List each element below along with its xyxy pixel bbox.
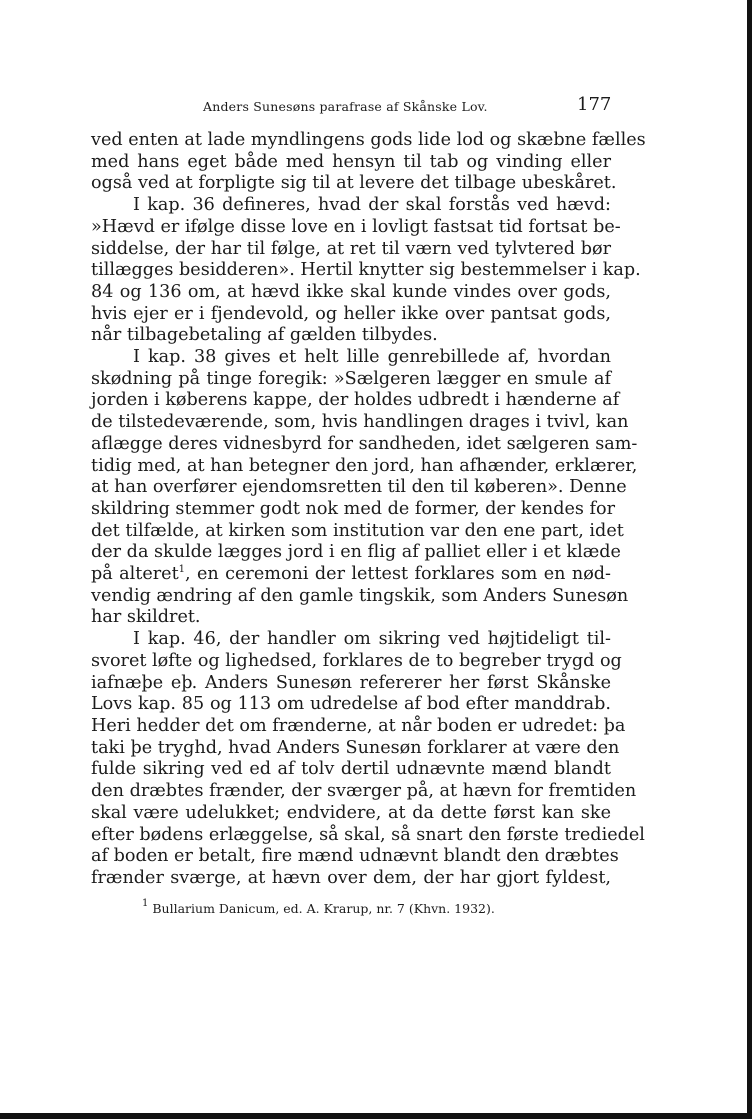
running-head: Anders Sunesøns parafrase af Skånske Lov. (203, 99, 488, 114)
text-line: tidig med, at han betegner den jord, han afhænder, erklærer, (91, 455, 638, 476)
text-line: det tilfælde, at kirken som institution var den ene part, idet (91, 520, 624, 541)
footnote-text: Bullarium Danicum, ed. A. Krarup, nr. 7 (Khvn. 1932). (152, 901, 495, 916)
body-text (91, 130, 646, 890)
text-line: I kap. 38 gives et helt lille genrebillede af, hvordan (133, 347, 611, 368)
footnote-marker: 1 (142, 898, 149, 909)
text-line: I kap. 46, der handler om sikring ved højtideligt til- (133, 629, 611, 650)
text-line: de tilstedeværende, som, hvis handlingen drages i tvivl, kan (91, 412, 629, 433)
text-line: jorden i køberens kappe, der holdes udbredt i hænderne af (91, 390, 620, 411)
text-line: af boden er betalt, fire mænd udnævnt blandt den dræbtes (91, 846, 619, 867)
text-line: tillægges besidderen». Hertil knytter sig bestemmelser i kap. (91, 260, 641, 281)
text-line: Lovs kap. 85 og 113 om udredelse af bod efter manddrab. (91, 694, 611, 715)
text-line: »Hævd er ifølge disse love en i lovligt fastsat tid fortsat be- (91, 216, 621, 237)
text-line: aflægge deres vidnesbyrd for sandheden, idet sælgeren sam- (91, 433, 638, 454)
text-line: frænder sværge, at hævn over dem, der har gjort fyldest, (91, 867, 611, 888)
text-line: taki þe tryghd, hvad Anders Sunesøn forklarer at være den (91, 737, 620, 758)
text-line: svoret løfte og lighedsed, forklares de to begreber trygd og (91, 650, 622, 671)
page-number: 177 (577, 94, 612, 115)
text-line: vendig ændring af den gamle tingskik, som Anders Sunesøn (91, 585, 629, 606)
text-line: 84 og 136 om, at hævd ikke skal kunde vindes over gods, (91, 281, 611, 302)
text-line: efter bødens erlæggelse, så skal, så snart den første trediedel (91, 824, 645, 845)
text-line: der da skulde lægges jord i en flig af palliet eller i et klæde (91, 542, 621, 563)
text-line: iafnæþe eþ. Anders Sunesøn refererer her først Skånske (91, 672, 611, 693)
text-line: skildring stemmer godt nok med de former, der kendes for (91, 498, 616, 519)
scan-bottom-edge (0, 1113, 752, 1119)
text-line: skal være udelukket; endvidere, at da dette først kan ske (91, 802, 611, 823)
text-line: siddelse, der har til følge, at ret til værn ved tylvtered bør (91, 238, 611, 259)
scan-right-edge (747, 0, 752, 1119)
text-line: har skildret. (91, 607, 201, 628)
text-line: med hans eget både med hensyn til tab og vinding eller (91, 151, 611, 172)
footnote (142, 898, 495, 916)
text-line: skødning på tinge foregik: »Sælgeren lægger en smule af (91, 368, 611, 389)
text-line: den dræbtes frænder, der sværger på, at hævn for fremtiden (91, 781, 637, 802)
text-fragment: på alteret (91, 564, 179, 585)
text-line: ved enten at lade myndlingens gods lide lod og skæbne fælles (91, 130, 646, 150)
text-fragment: , en ceremoni der lettest forklares som en nød- (185, 564, 611, 585)
text-line: når tilbagebetaling af gælden tilbydes. (91, 325, 438, 346)
text-line: fulde sikring ved ed af tolv dertil udnævnte mænd blandt (91, 759, 611, 780)
text-line: Heri hedder det om frænderne, at når boden er udredet: þa (91, 715, 626, 736)
text-line: også ved at forpligte sig til at levere det tilbage ubeskåret. (91, 173, 617, 194)
text-line-with-footnote (91, 564, 611, 586)
text-line: I kap. 36 defineres, hvad der skal forstås ved hævd: (133, 195, 611, 216)
text-line: hvis ejer er i fjendevold, og heller ikke over pantsat gods, (91, 303, 611, 324)
footnote-reference: 1 (178, 564, 186, 576)
text-line: at han overfører ejendomsretten til den til køberen». Denne (91, 477, 627, 498)
